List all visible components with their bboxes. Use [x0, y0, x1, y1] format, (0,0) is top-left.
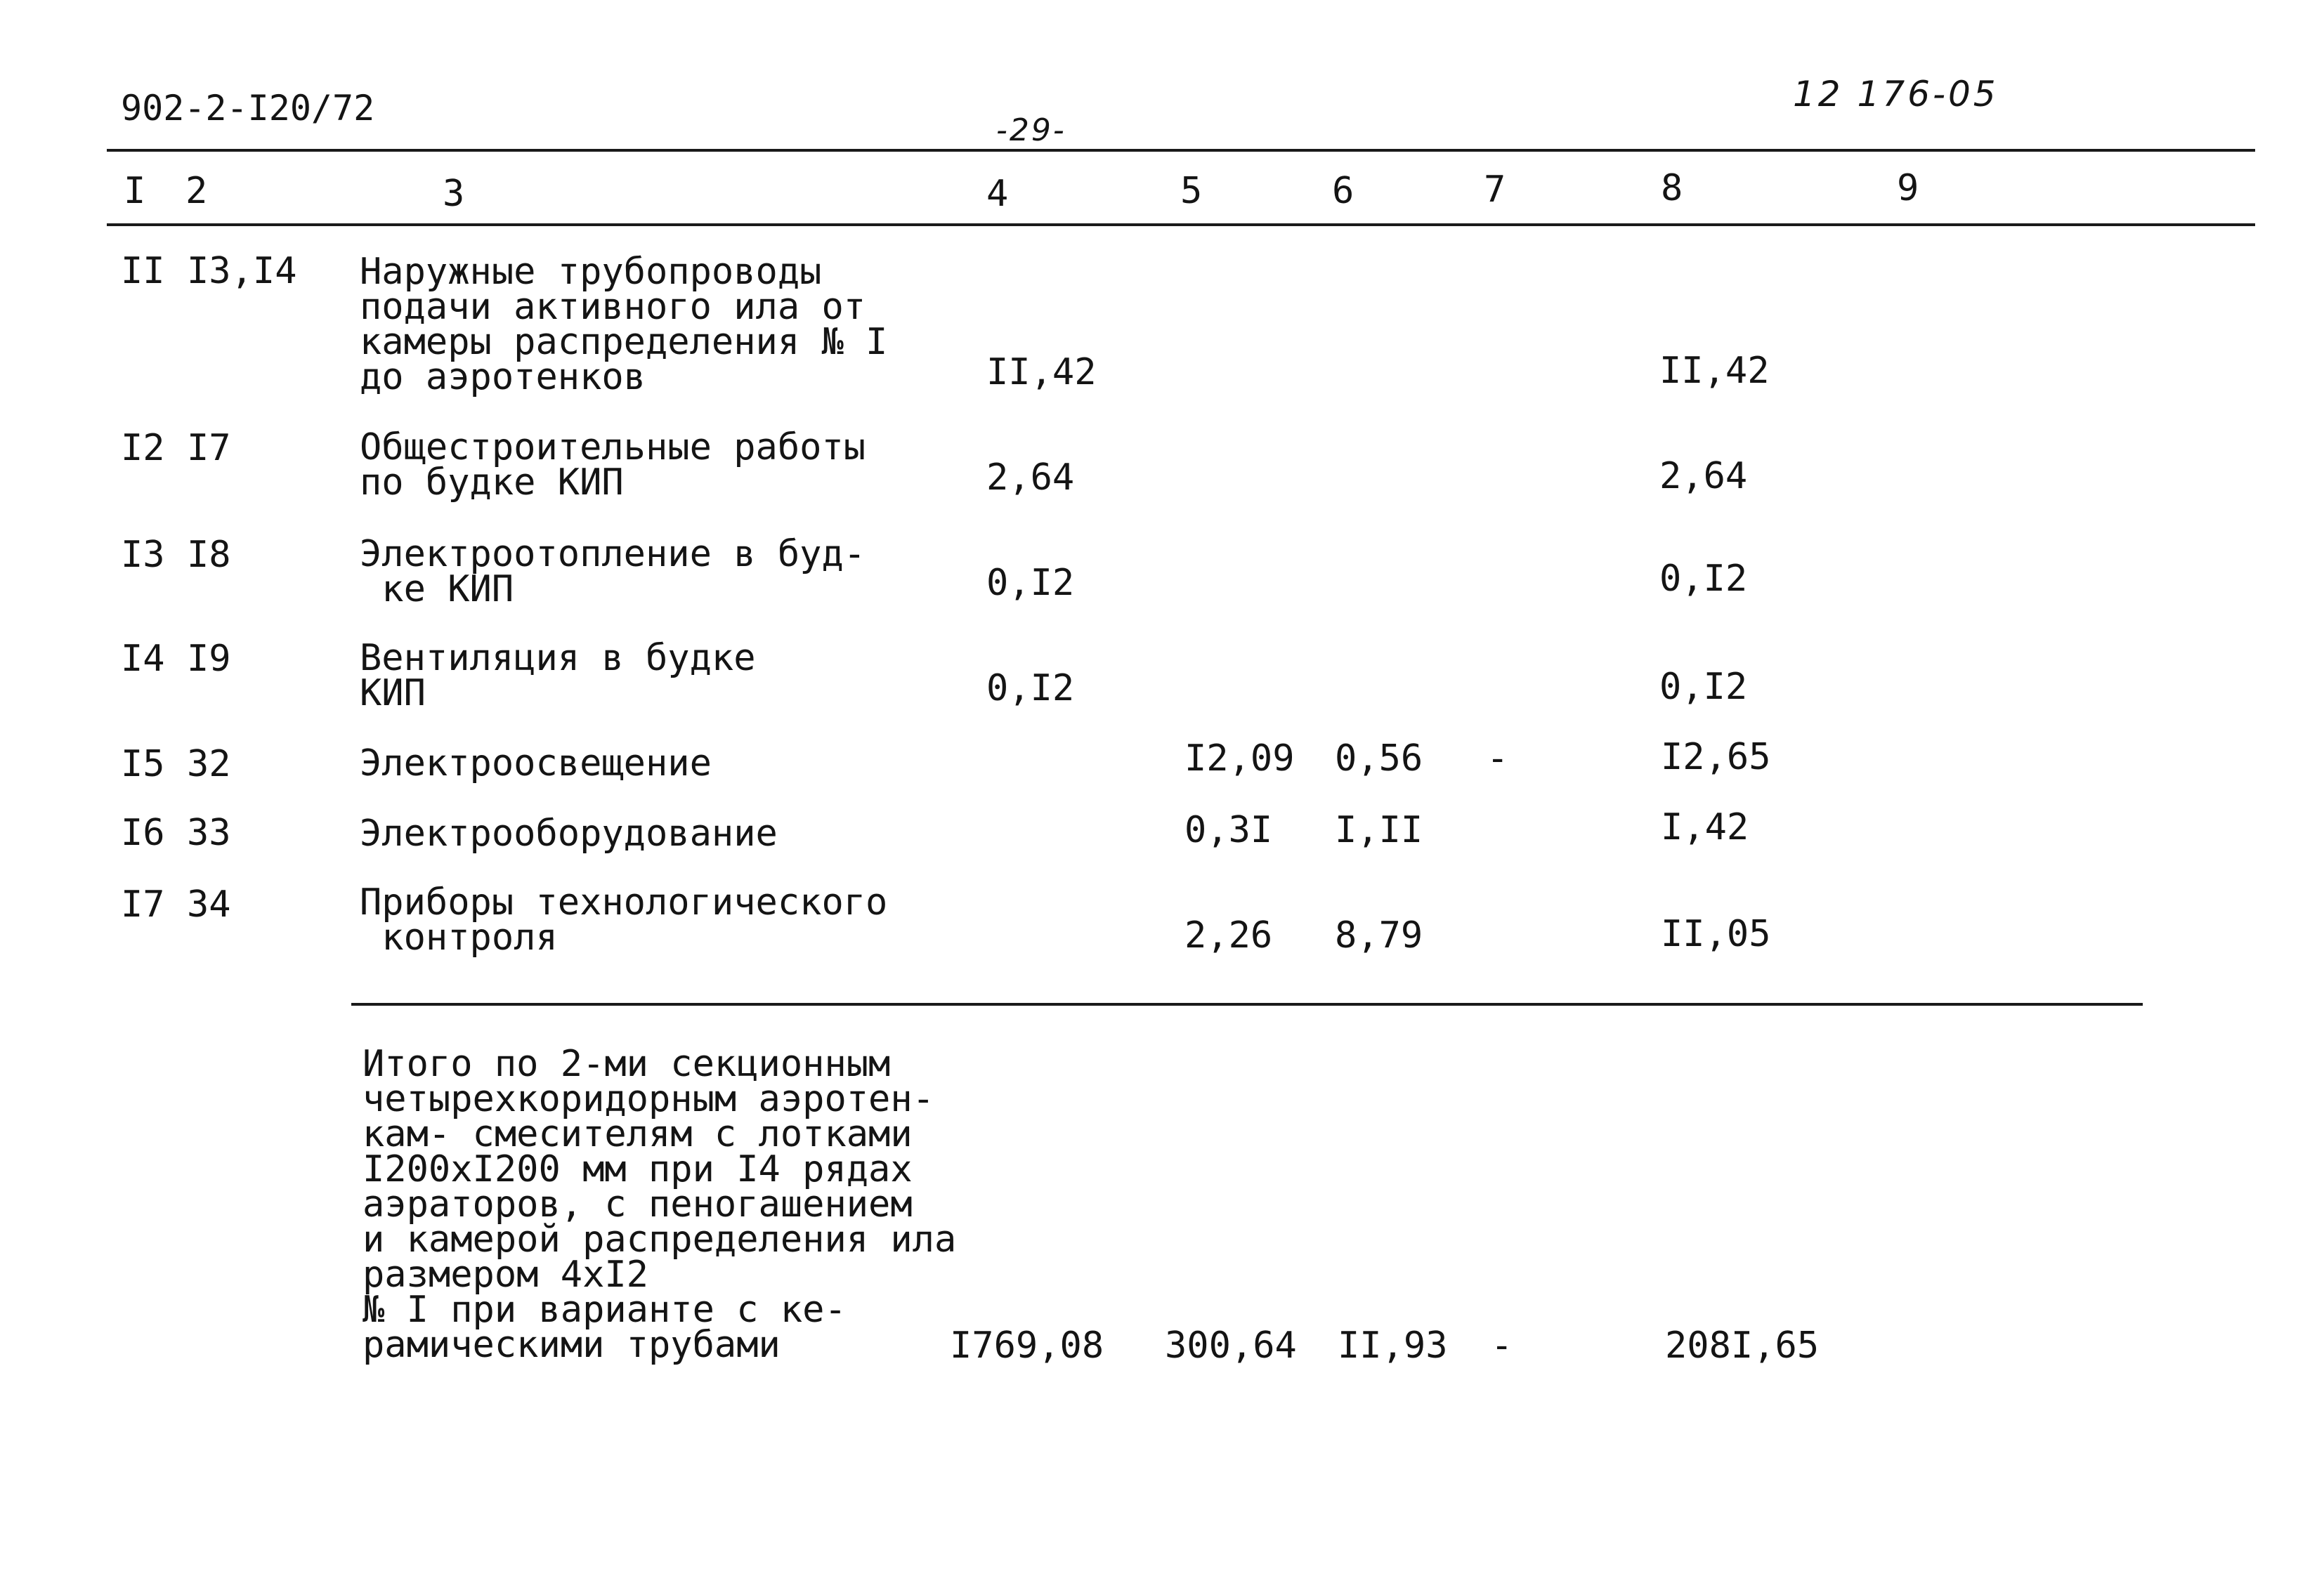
row-number: I7	[121, 884, 165, 926]
total-col7: -	[1491, 1325, 1513, 1367]
row-description: Вентиляция в будке КИП	[360, 637, 756, 714]
column-header-9: 9	[1897, 167, 1919, 209]
row-description: Электрооборудование	[360, 813, 778, 855]
row-reference: I9	[187, 638, 231, 680]
row-number: I5	[121, 743, 165, 785]
row-reference: 33	[187, 812, 231, 854]
column-header-3: 3	[443, 173, 465, 215]
cell-col5: 0,3I	[1184, 809, 1273, 851]
cell-col6: 0,56	[1335, 737, 1423, 780]
cell-col8: 2,64	[1659, 455, 1748, 497]
column-header-6: 6	[1332, 170, 1354, 212]
cell-col7: -	[1487, 737, 1509, 780]
row-description: Наружные трубопроводы подачи активного ила от камеры распределения № I до аэротенков	[360, 251, 888, 398]
row-number: I2	[121, 427, 165, 469]
row-description: Электроосвещение	[360, 742, 712, 784]
total-description: Итого по 2-ми секционным четырехкоридорным аэротен- кам- смесителям с лотками I200xI200 мм при I4 рядах аэраторов, с пеногашением и камерой распределения ила размером 4xI2 № I при варианте с ке- рамическими трубами	[363, 1043, 957, 1366]
row-reference: I7	[187, 427, 231, 469]
handwritten-number: 12 176-05	[1793, 74, 1999, 114]
row-description: Общестроительные работы по будке КИП	[360, 426, 866, 504]
cell-col4: 2,64	[986, 457, 1075, 499]
table-header-rule	[107, 223, 2255, 226]
document-code: 902-2-I20/72	[121, 88, 375, 129]
column-header-2: 2	[185, 170, 208, 212]
row-number: I6	[121, 812, 165, 854]
row-number: I4	[121, 638, 165, 680]
total-separator-rule	[351, 1003, 2143, 1006]
row-description: Приборы технологического контроля	[360, 881, 888, 959]
cell-col5: 2,26	[1184, 914, 1273, 957]
column-header-1: I	[124, 170, 146, 212]
row-number: I3	[121, 534, 165, 576]
column-header-8: 8	[1661, 167, 1683, 209]
total-col5: 300,64	[1165, 1325, 1297, 1367]
row-reference: I8	[187, 534, 231, 576]
cell-col8: I2,65	[1661, 736, 1771, 778]
row-reference: 32	[187, 743, 231, 785]
cell-col4: II,42	[986, 351, 1097, 393]
row-number: II	[121, 250, 165, 292]
cell-col8: II,42	[1659, 350, 1770, 392]
cell-col5: I2,09	[1184, 737, 1295, 780]
cell-col8: 0,I2	[1659, 666, 1748, 708]
cell-col6: 8,79	[1335, 914, 1423, 957]
cell-col6: I,II	[1335, 809, 1423, 851]
table-top-rule	[107, 149, 2255, 152]
cell-col8: II,05	[1661, 913, 1771, 955]
total-col6: II,93	[1338, 1325, 1448, 1367]
cell-col8: I,42	[1661, 806, 1749, 848]
row-description: Электроотопление в буд- ке КИП	[360, 533, 866, 610]
column-header-4: 4	[986, 173, 1009, 215]
cell-col8: 0,I2	[1659, 558, 1748, 600]
column-header-7: 7	[1484, 169, 1506, 211]
page-number: -29-	[996, 112, 1066, 148]
cell-col4: 0,I2	[986, 562, 1075, 604]
cell-col4: 0,I2	[986, 667, 1075, 709]
total-col8: 208I,65	[1665, 1325, 1820, 1367]
column-header-5: 5	[1180, 170, 1203, 212]
row-reference: I3,I4	[187, 250, 297, 292]
row-reference: 34	[187, 884, 231, 926]
total-col4: I769,08	[950, 1325, 1104, 1367]
